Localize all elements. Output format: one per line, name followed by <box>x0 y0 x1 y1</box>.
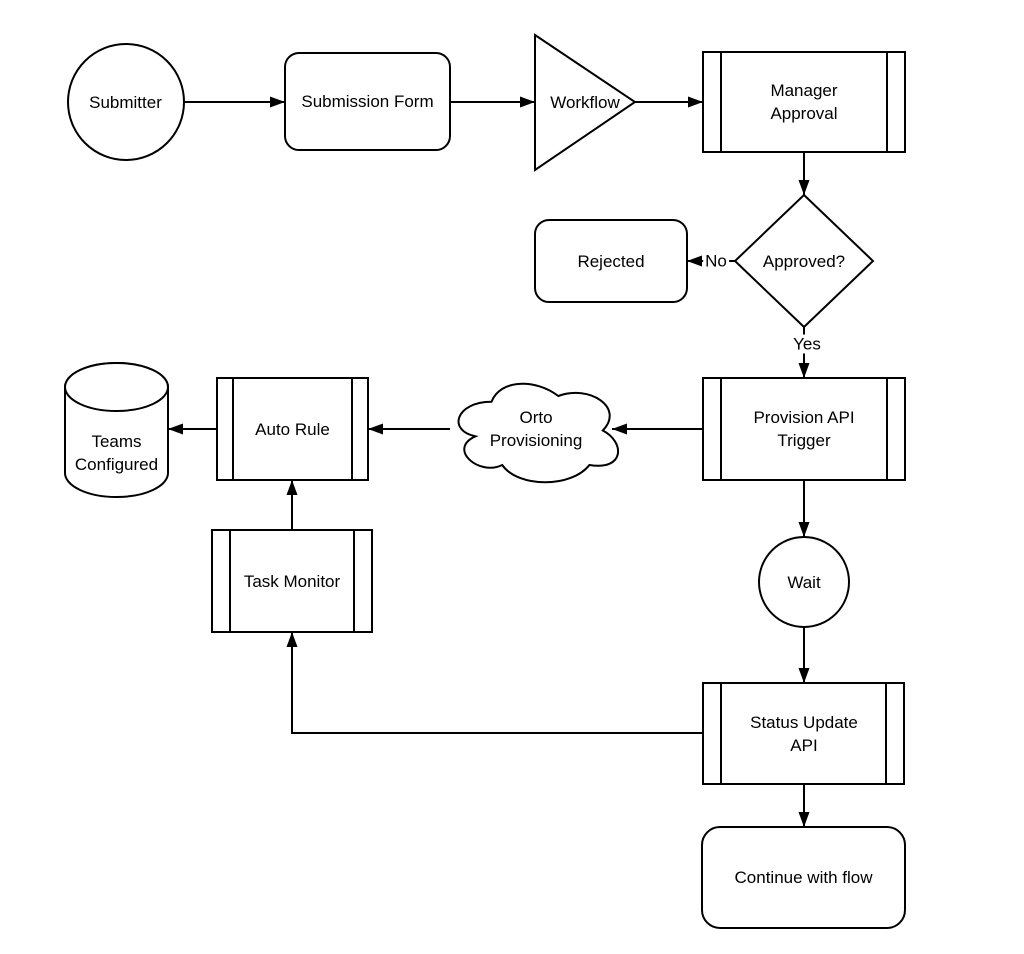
node-manager-approval-outline <box>703 52 905 152</box>
node-label-approved: Approved? <box>762 251 846 271</box>
node-status-update-api[interactable] <box>703 683 904 784</box>
node-auto-rule-outline <box>217 378 368 480</box>
edge-label-yes: Yes <box>793 334 821 354</box>
node-teams-configured[interactable] <box>65 363 168 497</box>
node-label-submission-form: Submission Form <box>301 92 434 111</box>
edge-status-update-api-to-task-monitor[interactable] <box>292 632 703 733</box>
node-label-rejected: Rejected <box>577 251 645 271</box>
node-provision-api-trigger-outline <box>703 378 905 480</box>
node-submission-form[interactable] <box>285 53 450 150</box>
node-label-provision-api-trigger: Provision API Trigger <box>753 408 855 450</box>
node-approved[interactable] <box>735 195 873 327</box>
node-label-status-update-api: Status Update API <box>750 712 858 755</box>
node-task-monitor-outline <box>212 530 372 632</box>
node-teams-configured-top <box>65 363 168 411</box>
node-label-wait: Wait <box>787 572 821 592</box>
node-label-continue-with-flow: Continue with flow <box>734 868 873 887</box>
node-label-manager-approval: Manager Approval <box>770 81 838 123</box>
node-orto-provisioning[interactable] <box>459 384 619 483</box>
node-task-monitor[interactable] <box>212 530 372 632</box>
node-workflow[interactable] <box>535 35 635 170</box>
node-label-workflow: Workflow <box>550 93 620 112</box>
node-label-orto-provisioning: Orto Provisioning <box>489 408 583 450</box>
node-status-update-api-outline <box>703 683 904 784</box>
node-submitter[interactable] <box>68 44 184 160</box>
node-rejected[interactable] <box>535 220 687 302</box>
node-provision-api-trigger[interactable] <box>703 378 905 480</box>
node-manager-approval[interactable] <box>703 52 905 152</box>
node-label-auto-rule: Auto Rule <box>255 419 330 439</box>
node-label-task-monitor: Task Monitor <box>243 571 341 591</box>
node-auto-rule[interactable] <box>217 378 368 480</box>
node-label-teams-configured: Teams Configured <box>74 432 159 474</box>
node-label-submitter: Submitter <box>89 93 162 112</box>
node-wait[interactable] <box>759 537 849 627</box>
edge-label-no: No <box>705 251 727 271</box>
node-continue-with-flow[interactable] <box>702 827 905 928</box>
